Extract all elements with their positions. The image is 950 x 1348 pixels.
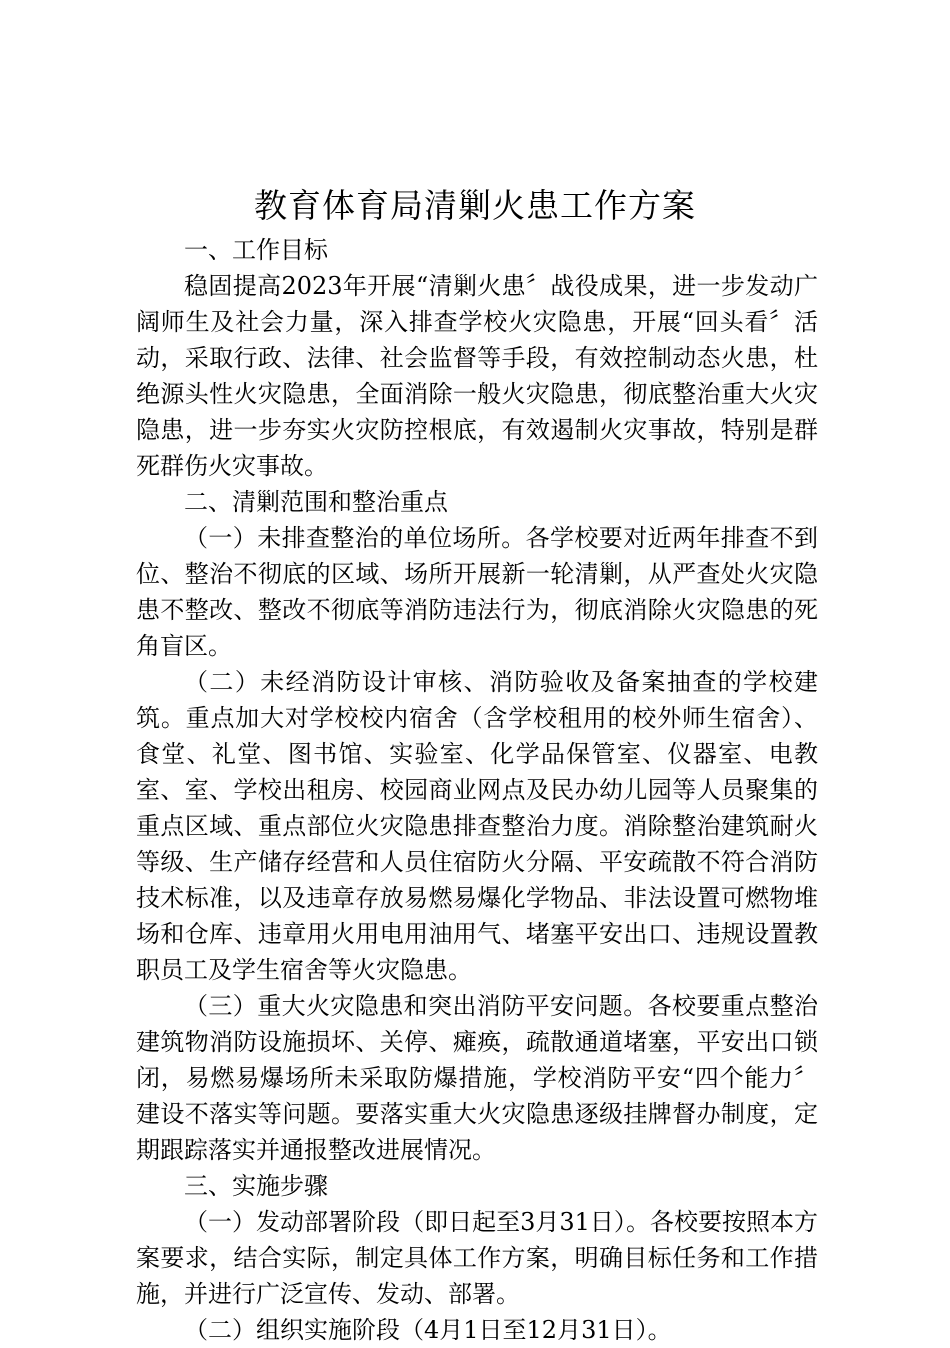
paragraph-steps-2: （二）组织实施阶段（4月1日至12月31日）。 xyxy=(184,1316,672,1344)
document-title: 教育体育局清剿火患工作方案 xyxy=(254,186,696,225)
paragraph-scope-1: （一）未排查整治的单位场所。各学校要对近两年排查不到位、整治不彻底的区域、场所开展新一轮清剿，从严查处火灾隐患不整改、整改不彻底等消防违法行为，彻底消除火灾隐患的死角盲区。 xyxy=(136,524,818,660)
document-body xyxy=(136,232,818,1348)
section-heading-steps: 三、实施步骤 xyxy=(184,1172,328,1200)
paragraph-scope-2: （二）未经消防设计审核、消防验收及备案抽查的学校建筑。重点加大对学校校内宿舍（含学校租用的校外师生宿舍）、食堂、礼堂、图书馆、实验室、化学品保管室、仪器室、电教室、室、学校出租房、校园商业网点及民办幼儿园等人员聚集的重点区域、重点部位火灾隐患排查整治力度。消除整治建筑耐火等级、生产储存经营和人员住宿防火分隔、平安疏散不符合消防技术标准，以及违章存放易燃易爆化学物品、非法设置可燃物堆场和仓库、违章用火用电用油用气、堵塞平安出口、违规设置教职员工及学生宿舍等火灾隐患。 xyxy=(136,668,818,984)
section-heading-scope: 二、清剿范围和整治重点 xyxy=(184,488,448,516)
paragraph-steps-1: （一）发动部署阶段（即日起至3月31日）。各校要按照本方案要求，结合实际，制定具体工作方案，明确目标任务和工作措施，并进行广泛宣传、发动、部署。 xyxy=(136,1208,818,1308)
paragraph-scope-3: （三）重大火灾隐患和突出消防平安问题。各校要重点整治建筑物消防设施损坏、关停、瘫痪，疏散通道堵塞，平安出口锁闭，易燃易爆场所未采取防爆措施，学校消防平安“四个能力〞建设不落实等问题。要落实重大火灾隐患逐级挂牌督办制度，定期跟踪落实并通报整改进展情况。 xyxy=(136,992,818,1164)
paragraph-goal: 稳固提高2023年开展“清剿火患〞战役成果，进一步发动广阔师生及社会力量，深入排查学校火灾隐患，开展“回头看〞活动，采取行政、法律、社会监督等手段，有效控制动态火患，杜绝源头性火灾隐患，全面消除一般火灾隐患，彻底整治重大火灾隐患，进一步夯实火灾防控根底，有效遏制火灾事故，特别是群死群伤火灾事故。 xyxy=(136,272,818,480)
section-heading-goal: 一、工作目标 xyxy=(184,236,328,264)
